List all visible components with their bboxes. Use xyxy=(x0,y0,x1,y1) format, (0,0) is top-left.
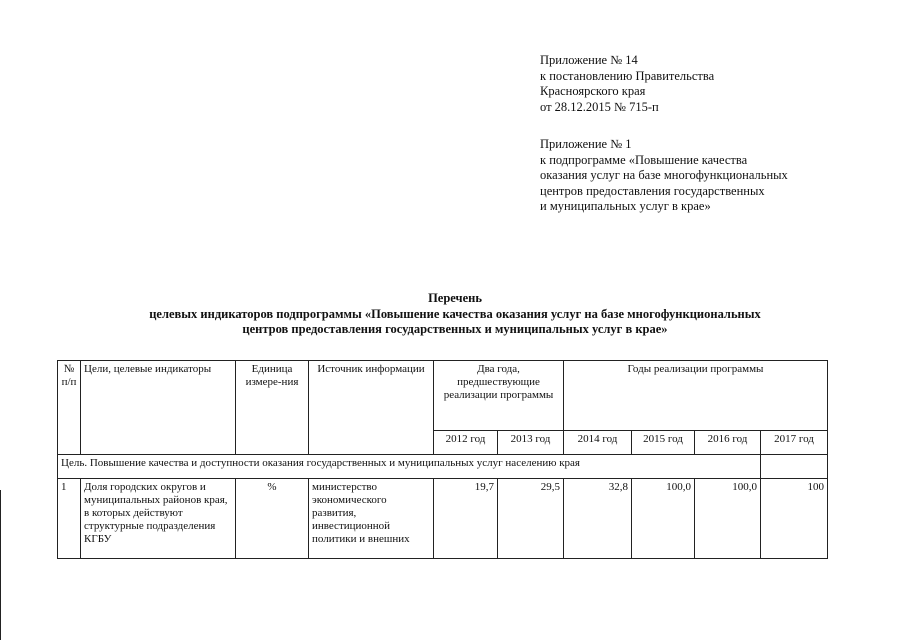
header-prev-years: Два года, предшествующие реализации программы xyxy=(434,361,564,431)
row-value: 32,8 xyxy=(564,479,632,559)
document-title xyxy=(40,291,870,338)
row-unit: % xyxy=(236,479,309,559)
appendix-14-line: Красноярского края xyxy=(540,84,646,98)
appendix-14-line: от 28.12.2015 № 715-п xyxy=(540,99,659,114)
header-unit: Единица измере-ния xyxy=(236,361,309,455)
appendix-14-line: к постановлению Правительства xyxy=(540,68,715,83)
appendix-1-line: к подпрограмме «Повышение качества xyxy=(540,152,748,167)
scan-edge-line xyxy=(0,490,1,640)
row-value: 100,0 xyxy=(695,479,761,559)
table-row xyxy=(58,479,828,559)
indicators-table xyxy=(57,360,828,559)
row-source: министерство экономического развития, инвестиционной политики и внешних xyxy=(309,479,434,559)
appendix-14-line: Приложение № 14 xyxy=(540,53,638,67)
appendix-1-line: Приложение № 1 xyxy=(540,137,632,151)
goal-empty-cell xyxy=(761,455,828,479)
appendix-1-line: центров предоставления государственных xyxy=(540,183,765,198)
header-row xyxy=(58,361,828,431)
year-cell: 2012 год xyxy=(434,431,498,455)
header-goals: Цели, целевые индикаторы xyxy=(81,361,236,455)
row-value: 100,0 xyxy=(632,479,695,559)
year-cell: 2013 год xyxy=(498,431,564,455)
header-source: Источник информации xyxy=(309,361,434,455)
goal-row xyxy=(58,455,828,479)
appendix-1-block xyxy=(540,137,788,215)
row-value: 29,5 xyxy=(498,479,564,559)
header-num: № п/п xyxy=(58,361,81,455)
appendix-1-line: и муниципальных услуг в крае» xyxy=(540,199,711,213)
year-cell: 2017 год xyxy=(761,431,828,455)
title-line: центров предоставления государственных и муниципальных услуг в крае» xyxy=(242,322,668,336)
appendix-1-line: оказания услуг на базе многофункциональных xyxy=(540,168,788,182)
goal-text: Цель. Повышение качества и доступности оказания государственных и муниципальных услуг населению края xyxy=(58,455,761,479)
year-cell: 2016 год xyxy=(695,431,761,455)
row-num: 1 xyxy=(58,479,81,559)
row-value: 100 xyxy=(761,479,828,559)
row-value: 19,7 xyxy=(434,479,498,559)
row-indicator: Доля городских округов и муниципальных районов края, в которых действуют структурные подразделения КГБУ xyxy=(81,479,236,559)
title-line: целевых индикаторов подпрограммы «Повышение качества оказания услуг на базе многофункциональных xyxy=(149,306,761,321)
year-cell: 2015 год xyxy=(632,431,695,455)
appendix-14-block xyxy=(540,53,714,115)
title-line: Перечень xyxy=(428,291,482,305)
year-cell: 2014 год xyxy=(564,431,632,455)
header-program-years: Годы реализации программы xyxy=(564,361,828,431)
